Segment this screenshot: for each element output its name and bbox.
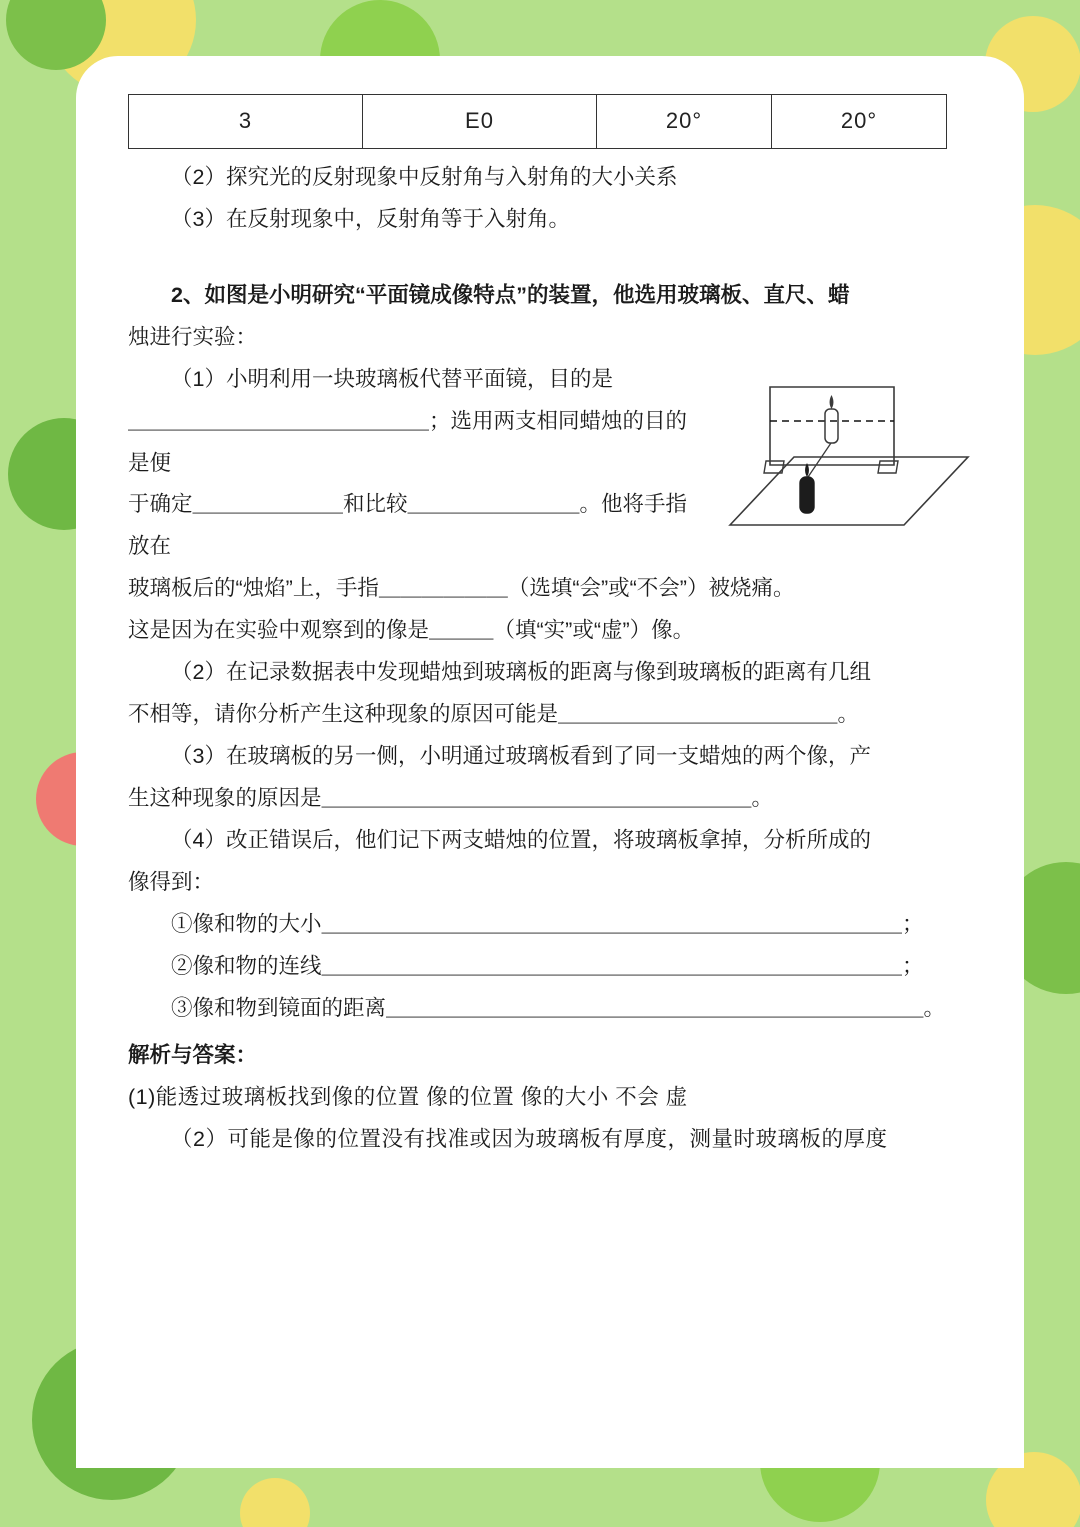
experiment-diagram-svg xyxy=(722,365,972,555)
section1-item3: （3）在反射现象中，反射角等于入射角。 xyxy=(171,206,570,231)
table-cell-label: E0 xyxy=(363,95,597,149)
table-cell-reflection-angle: 20° xyxy=(772,95,947,149)
question2-stem-line1: 2、如图是小明研究“平面镜成像特点”的装置，他选用玻璃板、直尺、蜡 xyxy=(171,282,850,307)
decorative-circle xyxy=(240,1478,310,1527)
table-row xyxy=(129,95,947,149)
q2-sub2: ②像和物的连线＿＿＿＿＿＿＿＿＿＿＿＿＿＿＿＿＿＿＿＿＿＿＿＿＿＿＿； xyxy=(171,953,924,978)
table-cell-incident-angle: 20° xyxy=(597,95,772,149)
section1-item2: （2）探究光的反射现象中反射角与入射角的大小关系 xyxy=(171,165,678,189)
q2-sub3: ③像和物到镜面的距离＿＿＿＿＿＿＿＿＿＿＿＿＿＿＿＿＿＿＿＿＿＿＿＿＿。 xyxy=(171,995,946,1020)
table-cell-experiment-number: 3 xyxy=(129,95,363,149)
document-sheet xyxy=(76,56,1024,1468)
answers-line1: (1)能透过玻璃板找到像的位置 像的位置 像的大小 不会 虚 xyxy=(128,1085,688,1110)
q2-sub1: ①像和物的大小＿＿＿＿＿＿＿＿＿＿＿＿＿＿＿＿＿＿＿＿＿＿＿＿＿＿＿； xyxy=(171,911,924,936)
experiment-data-table xyxy=(128,94,947,149)
q2-p4-line2: 像得到： xyxy=(128,869,215,894)
q2-p2-line2: 不相等，请你分析产生这种现象的原因可能是＿＿＿＿＿＿＿＿＿＿＿＿＿。 xyxy=(128,702,860,727)
answers-line2: （2）可能是像的位置没有找准或因为玻璃板有厚度，测量时玻璃板的厚度 xyxy=(171,1127,888,1152)
q2-p1-line3: 于确定＿＿＿＿＿＿＿和比较＿＿＿＿＿＿＿＿。他将手指放在 xyxy=(128,492,688,559)
q2-p1-line1: （1）小明利用一块玻璃板代替平面镜，目的是 xyxy=(171,366,613,391)
plane-mirror-experiment-diagram xyxy=(722,365,972,555)
q2-p4-line1: （4）改正错误后，他们记下两支蜡烛的位置，将玻璃板拿掉，分析所成的 xyxy=(171,827,871,852)
q2-p1-line4: 玻璃板后的“烛焰”上，手指＿＿＿＿＿＿（选填“会”或“不会”）被烧痛。 xyxy=(128,576,795,601)
question2-stem-line2: 烛进行实验： xyxy=(128,324,258,349)
q2-p1-line5: 这是因为在实验中观察到的像是＿＿＿（填“实”或“虚”）像。 xyxy=(128,618,695,643)
answers-title: 解析与答案： xyxy=(128,1043,258,1068)
q2-p2-line1: （2）在记录数据表中发现蜡烛到玻璃板的距离与像到玻璃板的距离有几组 xyxy=(171,660,871,685)
document-body xyxy=(128,94,972,1161)
q2-p3-line2: 生这种现象的原因是＿＿＿＿＿＿＿＿＿＿＿＿＿＿＿＿＿＿＿＿。 xyxy=(128,785,774,810)
q2-p3-line1: （3）在玻璃板的另一侧，小明通过玻璃板看到了同一支蜡烛的两个像，产 xyxy=(171,743,871,768)
spacer xyxy=(128,241,972,275)
q2-p1-line2: ＿＿＿＿＿＿＿＿＿＿＿＿＿＿；选用两支相同蜡烛的目的是便 xyxy=(128,408,688,475)
